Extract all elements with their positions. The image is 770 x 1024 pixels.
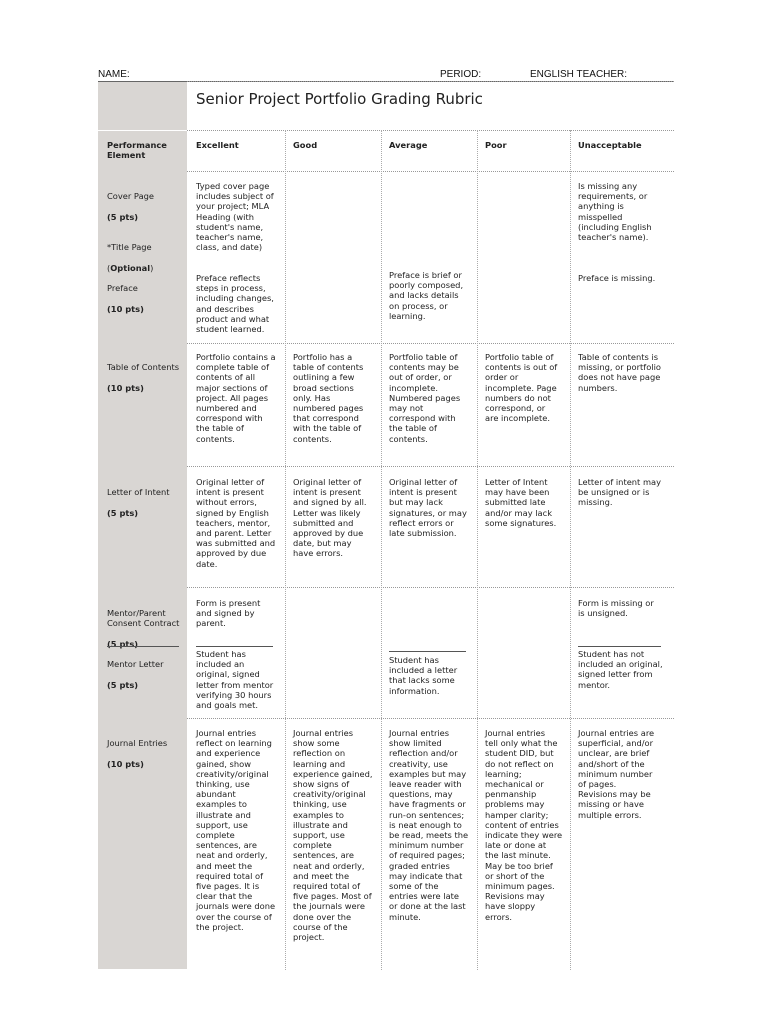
toc-average: Portfolio table of contents may be out of order, or incomplete. Numbered pages may not correspond with the table of contents. bbox=[389, 352, 461, 444]
col-header-excellent: Excellent bbox=[196, 140, 239, 150]
rule-title-bottom bbox=[187, 130, 674, 131]
preface-excellent: Preface reflects steps in process, including changes, and describes product and what student learned. bbox=[196, 273, 274, 335]
col-divider-2 bbox=[381, 130, 382, 970]
separator-label-col bbox=[107, 646, 179, 647]
journal-good: Journal entries show some reflection on learning and experience gained, show signs of creativity/original thinking, use examples to illustrate and support, use complete sentences, are neat and orderly, and meet the required total of five pages. Most of the journals were done over the course of the project. bbox=[293, 728, 373, 943]
row-label-letter-of-intent bbox=[107, 477, 169, 518]
mentor-letter-label: Mentor Letter bbox=[107, 659, 164, 670]
toc-label: Table of Contents bbox=[107, 362, 180, 373]
intent-average: Original letter of intent is present but may lack signatures, or may reflect errors or late submission. bbox=[389, 477, 467, 539]
journal-unacceptable: Journal entries are superficial, and/or unclear, are brief and/short of the minimum number of pages. Revisions may be missing or have multiple errors. bbox=[578, 728, 655, 820]
row-label-mentor-parent-consent bbox=[107, 598, 179, 649]
mentor-consent-unacceptable: Form is missing or is unsigned. bbox=[578, 598, 654, 619]
mentor-consent-excellent: Form is present and signed by parent. bbox=[196, 598, 261, 629]
journal-excellent: Journal entries reflect on learning and experience gained, show creativity/original thinking, use abundant examples to illustrate and support, use complete sentences, are neat and orderly, and meet the required total of five pages. It is clear that the journals were done over the course of the project. bbox=[196, 728, 276, 932]
preface-points: (10 pts) bbox=[107, 303, 144, 314]
separator-average-col bbox=[389, 651, 466, 652]
intent-good: Original letter of intent is present and signed by all. Letter was likely submitted and approved by due date, but may have errors. bbox=[293, 477, 367, 559]
mentor-letter-unacceptable: Student has not included an original, signed letter from mentor. bbox=[578, 649, 663, 690]
col-header-poor: Poor bbox=[485, 140, 507, 150]
title-shade bbox=[98, 82, 187, 130]
intent-label: Letter of Intent bbox=[107, 487, 170, 498]
title-page-optional: Optional bbox=[110, 262, 151, 273]
english-teacher-label: ENGLISH TEACHER: bbox=[530, 69, 628, 80]
row-label-mentor-letter bbox=[107, 649, 164, 690]
cover-page-label: Cover Page bbox=[107, 191, 155, 202]
cover-page-points: (5 pts) bbox=[107, 211, 139, 222]
col-header-unacceptable: Unacceptable bbox=[578, 140, 642, 150]
mentor-consent-label: Mentor/Parent Consent Contract bbox=[107, 608, 180, 629]
rule-preface-bottom bbox=[187, 343, 674, 344]
preface-average: Preface is brief or poorly composed, and lacks details on process, or learning. bbox=[389, 270, 464, 321]
toc-unacceptable: Table of contents is missing, or portfolio does not have page numbers. bbox=[578, 352, 661, 393]
separator-unacceptable-col bbox=[578, 646, 661, 647]
journal-poor: Journal entries tell only what the student DID, but do not reflect on learning; mechanical or penmanship problems may hamper clarity; content of entries indicate they were late or done at the last minute. May be too brief or short of the minimum pages. Revisions may have sloppy errors. bbox=[485, 728, 563, 922]
cover-excellent: Typed cover page includes subject of your project; MLA Heading (with student's name, teacher's name, class, and date) bbox=[196, 181, 274, 253]
toc-good: Portfolio has a table of contents outlining a few broad sections only. Has numbered pages that correspond with the table of contents. bbox=[293, 352, 364, 444]
journal-points: (10 pts) bbox=[107, 758, 144, 769]
toc-points: (10 pts) bbox=[107, 382, 144, 393]
rule-header-bottom bbox=[187, 171, 674, 172]
intent-unacceptable: Letter of intent may be unsigned or is missing. bbox=[578, 477, 662, 508]
mentor-letter-excellent: Student has included an original, signed letter from mentor verifying 30 hours and goals met. bbox=[196, 649, 274, 711]
mentor-consent-points: (5 pts) bbox=[107, 638, 139, 649]
page-title: Senior Project Portfolio Grading Rubric bbox=[196, 90, 483, 108]
row-label-journal-entries bbox=[107, 728, 167, 769]
title-page-label: *Title Page bbox=[107, 242, 152, 253]
rule-title-top bbox=[187, 81, 674, 82]
period-label: PERIOD: bbox=[440, 69, 482, 80]
intent-points: (5 pts) bbox=[107, 507, 139, 518]
intent-poor: Letter of Intent may have been submitted late and/or may lack some signatures. bbox=[485, 477, 557, 528]
mentor-letter-average: Student has included a letter that lacks some information. bbox=[389, 655, 458, 696]
preface-unacceptable: Preface is missing. bbox=[578, 273, 656, 283]
col-header-good: Good bbox=[293, 140, 318, 150]
journal-average: Journal entries show limited reflection and/or creativity, use examples but may leave reader with questions, may have fragments or run-on sentences; is neat enough to be read, meets the minimum number of required pages; graded entries may indicate that some of the entries were late or done at the last minute. bbox=[389, 728, 469, 922]
title-page-optional-open: ( bbox=[107, 262, 111, 273]
cover-unacceptable: Is missing any requirements, or anything is misspelled (including English teacher's name). bbox=[578, 181, 652, 243]
col-divider-3 bbox=[477, 130, 478, 970]
col-divider-1 bbox=[285, 130, 286, 970]
col-divider-4 bbox=[570, 130, 571, 970]
toc-excellent: Portfolio contains a complete table of contents of all major sections of project. All pages numbered and correspond with the table of contents. bbox=[196, 352, 276, 444]
title-page-optional-close: ) bbox=[150, 262, 154, 273]
rule-intent-bottom bbox=[187, 587, 674, 588]
journal-label: Journal Entries bbox=[107, 738, 168, 749]
row-label-title-page bbox=[107, 232, 153, 273]
separator-excellent-col bbox=[196, 646, 273, 647]
row-label-preface bbox=[107, 273, 144, 314]
row-label-cover-page bbox=[107, 181, 154, 222]
name-label: NAME: bbox=[98, 69, 130, 80]
row-label-table-of-contents bbox=[107, 352, 179, 393]
rule-mentor-bottom bbox=[187, 718, 674, 719]
rule-toc-bottom bbox=[187, 466, 674, 467]
intent-excellent: Original letter of intent is present without errors, signed by English teachers, mentor, and parent. Letter was submitted and approved by due date. bbox=[196, 477, 276, 569]
col-header-average: Average bbox=[389, 140, 428, 150]
mentor-letter-points: (5 pts) bbox=[107, 679, 139, 690]
col-header-performance-element: Performance Element bbox=[107, 140, 167, 161]
toc-poor: Portfolio table of contents is out of order or incomplete. Page numbers do not correspond, or are incomplete. bbox=[485, 352, 558, 424]
preface-label: Preface bbox=[107, 283, 138, 294]
